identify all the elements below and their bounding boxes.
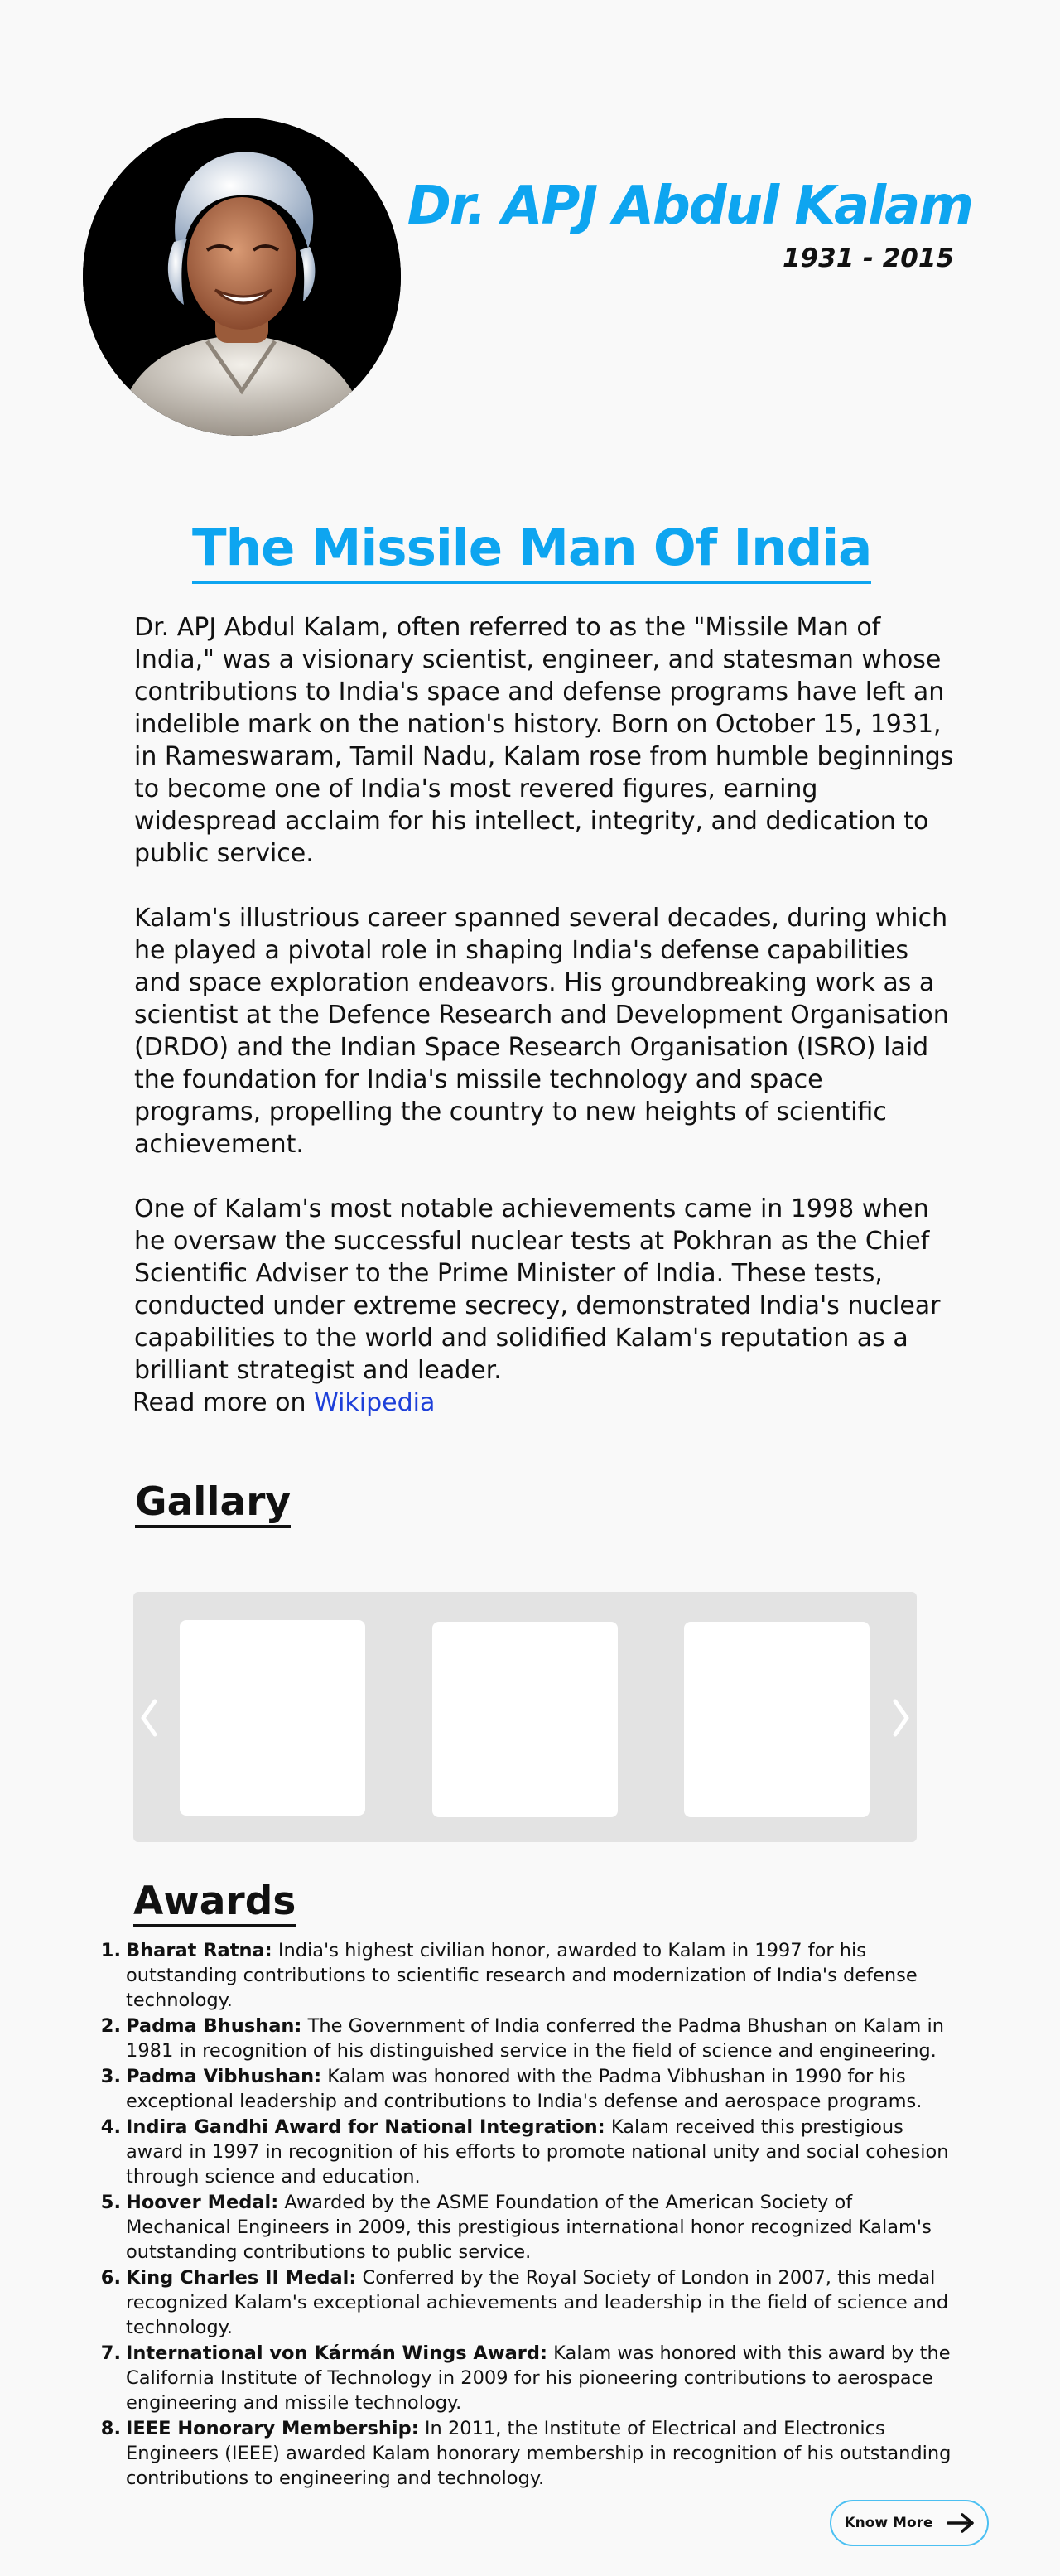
- award-item: [126, 2014, 962, 2063]
- arrow-right-icon: [947, 2512, 975, 2534]
- page-title: The Missile Man Of India: [192, 519, 872, 577]
- gallery-prev-button[interactable]: [133, 1693, 163, 1743]
- know-more-label: Know More: [844, 2515, 933, 2531]
- award-name: Indira Gandhi Award for National Integration:: [126, 2116, 605, 2138]
- award-description: Kalam was honored with this award by the California Institute of Technology in 2009 for his pioneering contributions to aerospace engineering and missile technology.: [126, 2342, 951, 2414]
- award-item: [126, 2341, 962, 2415]
- wikipedia-link[interactable]: Wikipedia: [314, 1388, 436, 1417]
- gallery-carousel: [133, 1592, 917, 1842]
- award-description: In 2011, the Institute of Electrical and Electronics Engineers (IEEE) awarded Kalam honorary membership in recognition of his outstanding contributions to engineering and technology.: [126, 2418, 952, 2489]
- award-item: [126, 2115, 962, 2189]
- award-item: [126, 2064, 962, 2114]
- portrait-illustration-icon: [83, 118, 401, 436]
- person-name: Dr. APJ Abdul Kalam: [407, 176, 972, 237]
- award-description: India's highest civilian honor, awarded to Kalam in 1997 for his outstanding contributions to scientific research and modernization of India's defense technology.: [126, 1940, 918, 2011]
- award-name: International von Kármán Wings Award:: [126, 2342, 548, 2364]
- portrait-avatar: [83, 118, 401, 436]
- bio-paragraph: Dr. APJ Abdul Kalam, often referred to as the "Missile Man of India," was a visionary scientist, engineer, and statesman whose contributions to India's space and defense programs have left an indelible mark on the nation's history. Born on October 15, 1931, in Rameswaram, Tamil Nadu, Kalam rose from humble beginnings to become one of India's most revered figures, earning widespread acclaim for his intellect, integrity, and dedication to public service.: [134, 613, 954, 868]
- bio-paragraph: One of Kalam's most notable achievements came in 1998 when he oversaw the successful nuclear tests at Pokhran as the Chief Scientific Adviser to the Prime Minister of India. These tests, conducted under extreme secrecy, demonstrated India's nuclear capabilities to the world and solidified Kalam's reputation as a brilliant strategist and leader.: [134, 1194, 941, 1385]
- biography: [134, 611, 954, 1419]
- gallery-image[interactable]: [684, 1622, 870, 1817]
- award-description: Kalam received this prestigious award in 1997 in recognition of his efforts to promote national unity and social cohesion through science and education.: [126, 2116, 949, 2188]
- award-item: [126, 2265, 962, 2340]
- chevron-left-icon: [133, 1693, 163, 1743]
- award-name: Hoover Medal:: [126, 2192, 279, 2213]
- read-more-line: [132, 1387, 954, 1419]
- award-item: [126, 2190, 962, 2265]
- awards-list: [126, 1938, 962, 2492]
- award-item: [126, 2416, 962, 2491]
- award-item: [126, 1938, 962, 2013]
- know-more-button[interactable]: [830, 2500, 989, 2546]
- gallery-image[interactable]: [180, 1620, 365, 1816]
- award-description: Awarded by the ASME Foundation of the American Society of Mechanical Engineers in 2009, this prestigious international honor recognized Kalam's outstanding contributions to public service.: [126, 2192, 932, 2263]
- award-name: King Charles II Medal:: [126, 2267, 357, 2289]
- gallery-next-button[interactable]: [887, 1693, 917, 1743]
- award-description: Conferred by the Royal Society of London in 2007, this medal recognized Kalam's exceptional achievements and leadership in the field of science and technology.: [126, 2267, 949, 2338]
- award-description: The Government of India conferred the Padma Bhushan on Kalam in 1981 in recognition of his distinguished service in the field of science and engineering.: [126, 2015, 944, 2062]
- life-years: 1931 - 2015: [782, 244, 954, 273]
- award-name: Padma Vibhushan:: [126, 2066, 322, 2087]
- award-name: Bharat Ratna:: [126, 1940, 272, 1961]
- awards-title: Awards: [133, 1879, 296, 1924]
- gallery-image[interactable]: [432, 1622, 618, 1817]
- award-description: Kalam was honored with the Padma Vibhushan in 1990 for his exceptional leadership and contributions to India's defense and aerospace programs.: [126, 2066, 923, 2112]
- award-name: IEEE Honorary Membership:: [126, 2418, 419, 2439]
- read-more-prefix: Read more on: [132, 1388, 315, 1417]
- chevron-right-icon: [887, 1693, 917, 1743]
- award-name: Padma Bhushan:: [126, 2015, 302, 2037]
- bio-paragraph: Kalam's illustrious career spanned several decades, during which he played a pivotal role in shaping India's defense capabilities and space exploration endeavors. His groundbreaking work as a scientist at the Defence Research and Development Organisation (DRDO) and the Indian Space Research Organisation (ISRO) laid the foundation for India's missile technology and space programs, propelling the country to new heights of scientific achievement.: [134, 904, 949, 1159]
- gallery-title: Gallary: [135, 1479, 292, 1525]
